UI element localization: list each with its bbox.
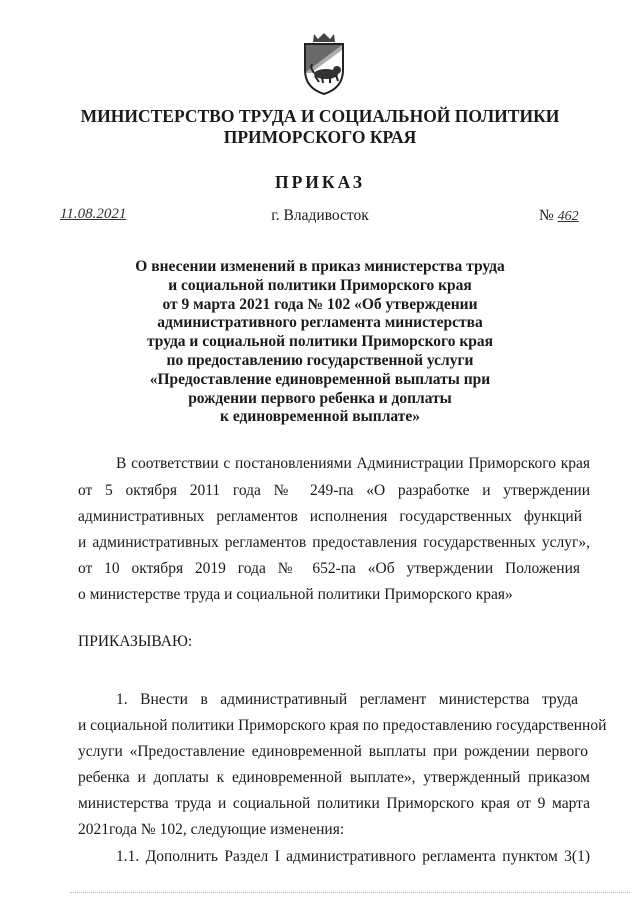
scan-edge-divider [70, 892, 630, 893]
ministry-line: МИНИСТЕРСТВО ТРУДА И СОЦИАЛЬНОЙ ПОЛИТИКИ [80, 106, 560, 126]
subject-line: и социальной политики Приморского края [168, 276, 472, 294]
subject-line: от 9 марта 2021 года № 102 «Об утверждении [162, 295, 478, 313]
subject-line: труда и социальной политики Приморского края [146, 333, 494, 351]
preamble-line: от 5 октября 2011 года № 249-па «О разработке и утверждении [78, 482, 590, 499]
subject-line: административного регламента министерства [157, 314, 483, 332]
ministry-name [0, 106, 640, 148]
item1-line: ребенка и доплаты к единовременной выплате», утвержденный приказом [78, 769, 590, 786]
preamble-line: о министерстве труда и социальной политики Приморского края» [78, 586, 513, 603]
ministry-line: ПРИМОРСКОГО КРАЯ [223, 127, 417, 147]
preamble-line: административных регламентов исполнения государственных функций [78, 508, 582, 525]
order-city: г. Владивосток [271, 207, 369, 224]
order-date: 11.08.2021 [60, 206, 127, 222]
item1-line: 1. Внести в административный регламент министерства труда [116, 691, 578, 708]
subject-line: к единовременной выплате» [220, 408, 420, 426]
subject-line: по предоставлению государственной услуги [166, 351, 474, 369]
subject-line: «Предоставление единовременной выплаты при [149, 370, 491, 388]
coat-of-arms-emblem [300, 30, 348, 96]
directive-label: ПРИКАЗЫВАЮ: [78, 633, 193, 650]
preamble-line: от 10 октября 2019 года № 652-па «Об утверждении Положения [78, 560, 580, 577]
item1-line: и социальной политики Приморского края по предоставлению государственной [78, 717, 607, 734]
item1-line: 2021года № 102, следующие изменения: [78, 821, 345, 838]
item11-line: 1.1. Дополнить Раздел I административного регламента пунктом 3(1) [116, 848, 590, 865]
preamble-line: и административных регламентов предоставления государственных услуг», [78, 534, 590, 551]
item1-line: министерства труда и социальной политики Приморского края от 9 марта [78, 795, 590, 812]
subject-line: рождении первого ребенка и доплаты [188, 389, 452, 407]
order-number [539, 207, 579, 225]
subject-line: О внесении изменений в приказ министерства труда [135, 258, 505, 275]
document-title: ПРИКАЗ [274, 172, 366, 192]
item1-line: услуги «Предоставление единовременной выплаты при рождении первого [78, 743, 588, 760]
number-value: 462 [557, 209, 579, 224]
number-prefix: № [539, 207, 554, 224]
order-subject [0, 258, 640, 427]
preamble-line: В соответствии с постановлениями Администрации Приморского края [116, 455, 590, 472]
